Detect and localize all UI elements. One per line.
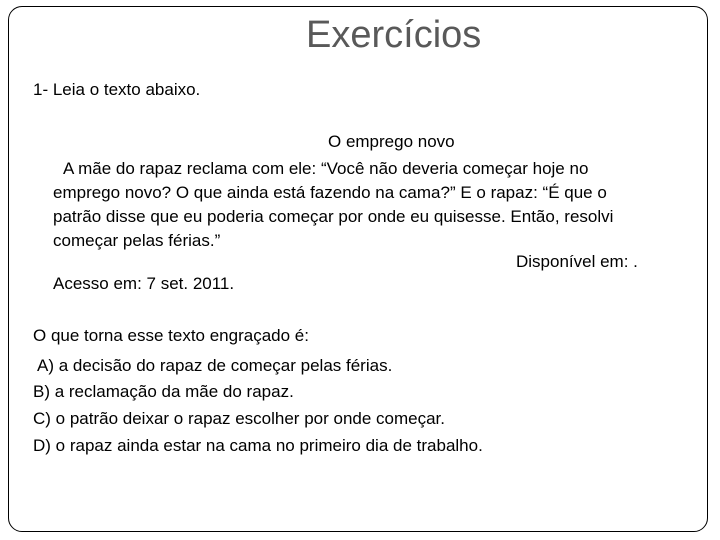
text-title: O emprego novo bbox=[328, 132, 455, 151]
paragraph-line: começar pelas férias.” bbox=[53, 231, 221, 250]
source-line: Disponível em: . bbox=[516, 252, 638, 271]
option-d: D) o rapaz ainda estar na cama no primeiro dia de trabalho. bbox=[33, 436, 483, 455]
paragraph-line: patrão disse que eu poderia começar por onde eu quisesse. Então, resolvi bbox=[53, 207, 614, 226]
question-prompt: O que torna esse texto engraçado é: bbox=[33, 326, 309, 345]
paragraph-line: emprego novo? O que ainda está fazendo na cama?” E o rapaz: “É que o bbox=[53, 183, 607, 202]
question-heading: 1- Leia o texto abaixo. bbox=[33, 80, 201, 99]
option-a: A) a decisão do rapaz de começar pelas férias. bbox=[37, 356, 393, 375]
option-c: C) o patrão deixar o rapaz escolher por onde começar. bbox=[33, 409, 446, 428]
access-line: Acesso em: 7 set. 2011. bbox=[53, 274, 235, 293]
option-b: B) a reclamação da mãe do rapaz. bbox=[33, 382, 294, 401]
slide-title: Exercícios bbox=[306, 14, 482, 56]
paragraph-line: A mãe do rapaz reclama com ele: “Você não deveria começar hoje no bbox=[63, 159, 589, 178]
story-paragraph bbox=[53, 157, 663, 253]
